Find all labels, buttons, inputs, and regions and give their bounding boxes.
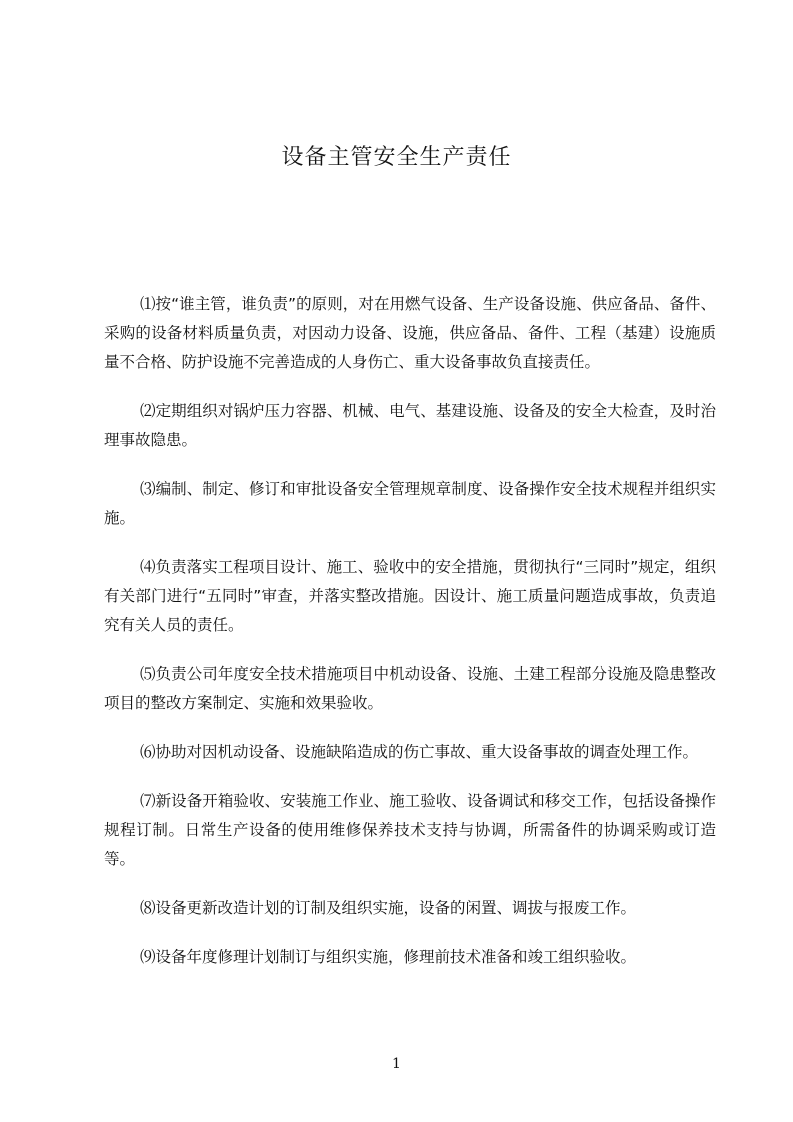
document-body (104, 290, 716, 992)
paragraph-1: ⑴按“谁主管，谁负责”的原则，对在用燃气设备、生产设备设施、供应备品、备件、采购的设备材料质量负责，对因动力设备、设施，供应备品、备件、工程（基建）设施质量不合格、防护设施不完善造成的人身伤亡、重大设备事故负直接责任。 (104, 295, 716, 371)
paragraph-2: ⑵定期组织对锅炉压力容器、机械、电气、基建设施、设备及的安全大检查，及时治理事故隐患。 (104, 402, 716, 449)
paragraph-8: ⑻设备更新改造计划的订制及组织实施，设备的闲置、调拔与报废工作。 (140, 899, 637, 917)
page-title: 设备主管安全生产责任 (281, 145, 512, 170)
page-number: 1 (392, 1056, 401, 1072)
paragraph-6: ⑹协助对因机动设备、设施缺陷造成的伤亡事故、重大设备事故的调查处理工作。 (140, 743, 699, 761)
paragraph-5: ⑸负责公司年度安全技术措施项目中机动设备、设施、土建工程部分设施及隐患整改项目的整改方案制定、实施和效果验收。 (104, 665, 716, 712)
paragraph-4: ⑷负责落实工程项目设计、施工、验收中的安全措施，贯彻执行“三同时”规定，组织有关部门进行“五同时”审查，并落实整改措施。因设计、施工质量问题造成事故，负责追究有关人员的责任。 (104, 558, 716, 634)
paragraph-3: ⑶编制、制定、修订和审批设备安全管理规章制度、设备操作安全技术规程并组织实施。 (104, 480, 716, 527)
paragraph-7: ⑺新设备开箱验收、安装施工作业、施工验收、设备调试和移交工作，包括设备操作规程订制。日常生产设备的使用维修保养技术支持与协调，所需备件的协调采购或订造等。 (104, 792, 716, 868)
paragraph-9: ⑼设备年度修理计划制订与组织实施，修理前技术准备和竣工组织验收。 (140, 948, 637, 966)
